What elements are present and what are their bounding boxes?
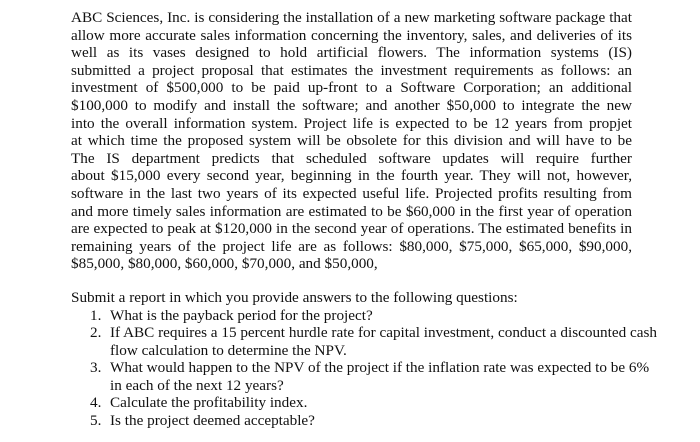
question-item bbox=[71, 412, 632, 430]
question-list bbox=[71, 306, 657, 430]
problem-paragraph bbox=[71, 9, 632, 273]
paragraph-line: investment of $500,000 to be paid up-front to a Software Corporation; an additional bbox=[71, 79, 632, 97]
question-item bbox=[71, 307, 632, 325]
paragraph-line: $85,000, $80,000, $60,000, $70,000, and $50,000, bbox=[71, 255, 378, 273]
question-text: Is the project deemed acceptable? bbox=[110, 412, 315, 430]
paragraph-line: about $15,000 every second year, beginning in the fourth year. They will not, however, bbox=[71, 167, 632, 185]
question-number: 5. bbox=[90, 412, 102, 430]
question-item bbox=[71, 394, 632, 412]
problem-document bbox=[71, 9, 657, 430]
question-number: 3. bbox=[90, 359, 102, 377]
submit-intro: Submit a report in which you provide answers to the following questions: bbox=[71, 288, 518, 306]
question-number: 4. bbox=[90, 394, 102, 412]
paragraph-line: software in the last two years of its expected useful life. Projected profits resulting from bbox=[71, 184, 632, 202]
question-text: What is the payback period for the project? bbox=[110, 306, 373, 324]
question-text-continued: flow calculation to determine the NPV. bbox=[110, 341, 347, 359]
question-number: 2. bbox=[90, 324, 102, 342]
question-text-continued: in each of the next 12 years? bbox=[110, 376, 284, 394]
paragraph-line: remaining years of the project life are as follows: $80,000, $75,000, $65,000, $90,000, bbox=[71, 237, 632, 255]
question-item bbox=[71, 324, 657, 359]
paragraph-line: $100,000 to modify and install the software; and another $50,000 to integrate the new bbox=[71, 96, 632, 114]
question-item bbox=[71, 359, 650, 394]
question-number: 1. bbox=[90, 306, 102, 324]
paragraph-line: submitted a project proposal that estimates the investment requirements as follows: an bbox=[71, 61, 632, 79]
paragraph-line: and more timely sales information are estimated to be $60,000 in the first year of operation bbox=[71, 202, 632, 220]
paragraph-line: into the overall information system. Project life is expected to be 12 years from propjet bbox=[71, 114, 632, 132]
paragraph-line: are expected to peak at $120,000 in the second year of operations. The estimated benefits in bbox=[71, 220, 632, 238]
question-text: If ABC requires a 15 percent hurdle rate for capital investment, conduct a discounted cash bbox=[110, 324, 657, 342]
paragraph-line: allow more accurate sales information concerning the inventory, sales, and deliveries of its bbox=[71, 26, 632, 44]
paragraph-line: The IS department predicts that scheduled software updates will require further bbox=[71, 149, 632, 167]
paragraph-line: ABC Sciences, Inc. is considering the installation of a new marketing software package that bbox=[71, 9, 632, 26]
question-text: What would happen to the NPV of the project if the inflation rate was expected to be 6% bbox=[110, 359, 650, 377]
paragraph-line: well as its vases designed to hold artificial flowers. The information systems (IS) bbox=[71, 44, 632, 62]
paragraph-line: at which time the proposed system will be obsolete for this division and will have to be bbox=[71, 132, 632, 150]
question-text: Calculate the profitability index. bbox=[110, 394, 308, 412]
